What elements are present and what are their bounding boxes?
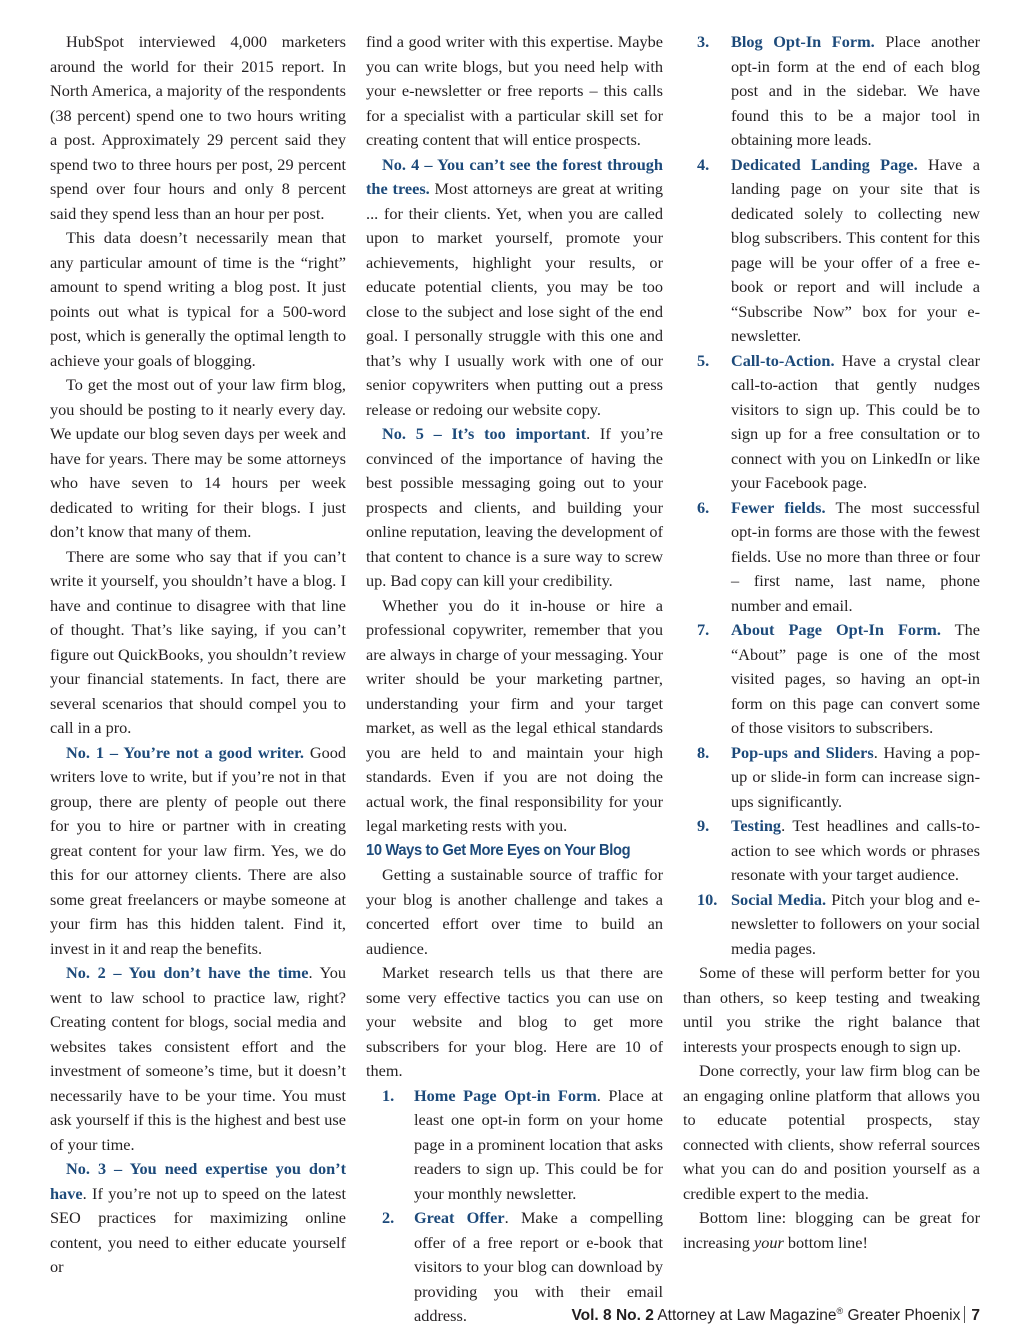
scenario-no1 (50, 741, 346, 962)
scenario-no1-heading: No. 1 – You’re not a good writer. (66, 742, 304, 762)
list-item-number: 10. (697, 889, 718, 909)
list-item-number: 2. (382, 1208, 395, 1227)
list-item-number: 7. (697, 620, 710, 639)
list-item-heading: Social Media. (731, 889, 827, 909)
list-item (683, 349, 980, 496)
list-item-heading: Testing (731, 816, 782, 835)
tips-list-part-2 (683, 30, 980, 961)
paragraph-market-research: Market research tells us that there are some very effective tactics you can use on your website and blog to get more subscribers for your blog. Here are 10 of them. (366, 963, 663, 1080)
list-item (683, 618, 980, 741)
scenario-no3 (50, 1157, 346, 1280)
list-item-body: Pitch your blog and e-newsletter to followers on your social media pages. (731, 889, 981, 958)
scenario-no5 (366, 422, 663, 594)
scenario-no5-body: . If you’re convinced of the importance of having the best possible messaging going out to your prospects and clients, and building your online reputation, leaving the development of that content to chance is a sure way to screw up. Bad copy can kill your credibility. (366, 424, 664, 590)
paragraph-write-yourself: There are some who say that if you can’t write it yourself, you shouldn’t have a blog. I have and continue to disagree with that line of thought. That’s like saying, if you can’t figure out QuickBooks, you shouldn’t review your financial statements. In fact, there are several scenarios that should compel you to call in a pro. (50, 546, 346, 737)
footer-magazine-name: Attorney at Law Magazine (653, 1307, 837, 1325)
paragraph-hubspot: HubSpot interviewed 4,000 marketers around the world for their 2015 report. In North America, a majority of the respondents (38 percent) spend one to two hours writing a post. Approximately 29 percent said they spend two to three hours per post, 29 percent spend over four hours and only 8 percent said they spend less than an hour per post. (50, 32, 346, 223)
list-item-body: . Make a compelling offer of a free report or e-book that visitors to your blog can download by providing you with their email address. (414, 1208, 663, 1325)
list-item (683, 496, 980, 619)
list-item-body: Have a crystal clear call-to-action that gently nudges visitors to sign up. This could be to sign up for a free consultation or to connect with you on LinkedIn or like your Facebook page. (731, 350, 980, 492)
list-item-body: . Place at least one opt-in form on your home page in a prominent location that asks readers to sign up. This could be for your monthly newsletter. (414, 1085, 663, 1203)
bottom-line-emphasis: your (753, 1232, 784, 1252)
list-item-number: 5. (697, 350, 710, 370)
article-column-1 (50, 30, 346, 1280)
list-item (683, 888, 980, 962)
paragraph-data-meaning: This data doesn’t necessarily mean that any particular amount of time is the “right” amount to spend writing a blog post. It just points out what is typical for a 500-word post, which is generally the optimal length to achieve your goals of blogging. (50, 228, 346, 370)
paragraph-continued: find a good writer with this expertise. Maybe you can write blogs, but you need help with your e-newsletter or free reports – this calls for a specialist with a particular skill set for creating content that will entice prospects. (366, 32, 663, 149)
article-column-3 (683, 30, 980, 1255)
bottom-line-text-b: bottom line! (783, 1232, 868, 1252)
list-item-body: . Test headlines and calls-to-action to see which words or phrases resonate with your target audience. (731, 816, 980, 884)
paragraph-bottom-line (683, 1206, 980, 1255)
list-item-number: 9. (697, 816, 710, 835)
scenario-no2-heading: No. 2 – You don’t have the time (66, 963, 309, 982)
list-item-heading: Call-to-Action. (731, 350, 835, 370)
list-item-number: 1. (382, 1085, 395, 1105)
list-item-number: 3. (697, 32, 710, 51)
list-item-heading: About Page Opt-In Form. (731, 620, 941, 639)
list-item-number: 6. (697, 497, 710, 517)
article-column-2 (366, 30, 663, 1329)
list-item (683, 30, 980, 153)
scenario-no5-heading: No. 5 – It’s too important (382, 424, 587, 443)
scenario-no3-body: . If you’re not up to speed on the latest SEO practices for maximizing online content, you need to either educate yourself or (50, 1183, 346, 1276)
list-item-heading: Dedicated Landing Page. (731, 154, 918, 174)
scenario-no1-body: Good writers love to write, but if you’re not in that group, there are plenty of people out there for you to hire or partner with in creating great content for your law firm. Yes, we do this for our attorney clients. There are also some great freelancers or maybe someone at your firm has this hidden talent. Find it, invest in it and reap the benefits. (50, 742, 347, 958)
paragraph-some-of-these: Some of these will perform better for you than others, so keep testing and tweaking until you strike the right balance that interests your prospects enough to sign up. (683, 963, 980, 1056)
tips-list-part-1 (366, 1084, 663, 1329)
list-item-heading: Fewer fields. (731, 497, 826, 517)
footer-divider (964, 1306, 965, 1323)
list-item-body: The “About” page is one of the most visited pages, so having an opt-in form on this page can convert some of those visitors to subscribers. (731, 620, 980, 737)
list-item-heading: Home Page Opt-in Form (414, 1085, 597, 1105)
list-item-heading: Pop-ups and Sliders (731, 742, 874, 762)
registered-mark: ® (836, 1306, 844, 1316)
page-footer (571, 1306, 980, 1325)
list-item-number: 4. (697, 154, 710, 174)
list-item-body: Have a landing page on your site that is dedicated solely to collecting new blog subscribers. This content for this page will be your offer of a free e-book or report and will include a “Subscribe Now” box for your e-newsletter. (731, 154, 980, 345)
list-item (683, 153, 980, 349)
list-item-body: The most successful opt-in forms are those with the fewest fields. Use no more than three or four – first name, last name, phone number and email. (731, 497, 980, 615)
list-item-heading: Blog Opt-In Form. (731, 32, 875, 51)
paragraph-posting-frequency: To get the most out of your law firm blog, you should be posting to it nearly every day. We update our blog seven days per week and have for years. There may be some attorneys who have seven to 14 hours per week dedicated to writing for their blogs. I just don’t know that many of them. (50, 375, 346, 541)
paragraph-traffic: Getting a sustainable source of traffic for your blog is another challenge and takes a concerted effort over time to build an audience. (366, 865, 663, 958)
paragraph-done-correctly: Done correctly, your law firm blog can be an engaging online platform that allows you to educate potential prospects, stay connected with clients, show referral sources what you can do and position yourself as a credible expert to the media. (683, 1061, 980, 1203)
list-item (683, 741, 980, 815)
bottom-line-text-a: Bottom line: blogging can be great for increasing (683, 1208, 980, 1252)
scenario-no4-heading: No. 4 – You can’t see the forest through the trees. (366, 154, 663, 198)
section-subhead: 10 Ways to Get More Eyes on Your Blog (366, 841, 631, 859)
list-item (683, 814, 980, 888)
list-item-heading: Great Offer (414, 1208, 505, 1227)
list-item (366, 1084, 663, 1207)
footer-volume: Vol. 8 No. 2 (571, 1307, 654, 1325)
scenario-no4 (366, 153, 663, 423)
scenario-no3-heading: No. 3 – You need expertise you don’t have (50, 1159, 346, 1203)
page-number: 7 (971, 1307, 980, 1325)
paragraph-in-house: Whether you do it in-house or hire a professional copywriter, remember that you are always in charge of your messaging. Your writer should be your marketing partner, understanding your firm and your target market, as well as the legal ethical standards you are held to and maintain your high standards. Even if you are not doing the actual work, the final responsibility for your legal marketing rests with you. (366, 595, 663, 835)
scenario-no2-body: . You went to law school to practice law, right? Creating content for blogs, social media and websites takes consistent effort and the investment of someone’s time, but it doesn’t necessarily have to be your time. You must ask yourself if this is the highest and best use of your time. (50, 963, 346, 1154)
list-item-body: Place another opt-in form at the end of each blog post and in the sidebar. We have found this to be a major tool in obtaining more leads. (731, 32, 980, 149)
footer-edition: Greater Phoenix (843, 1307, 961, 1325)
list-item-body: . Having a pop-up or slide-in form can increase sign-ups significantly. (731, 742, 980, 811)
scenario-no4-body: Most attorneys are great at writing ... for their clients. Yet, when you are called upon to market yourself, promote your achievements, highlight your results, or educate potential clients, you may be too close to the subject and lose sight of the end goal. I personally struggle with this one and that’s why I usually work with one of our senior copywriters when putting out a press release or redoing our website copy. (366, 179, 663, 419)
list-item-number: 8. (697, 742, 710, 762)
scenario-no2 (50, 961, 346, 1157)
